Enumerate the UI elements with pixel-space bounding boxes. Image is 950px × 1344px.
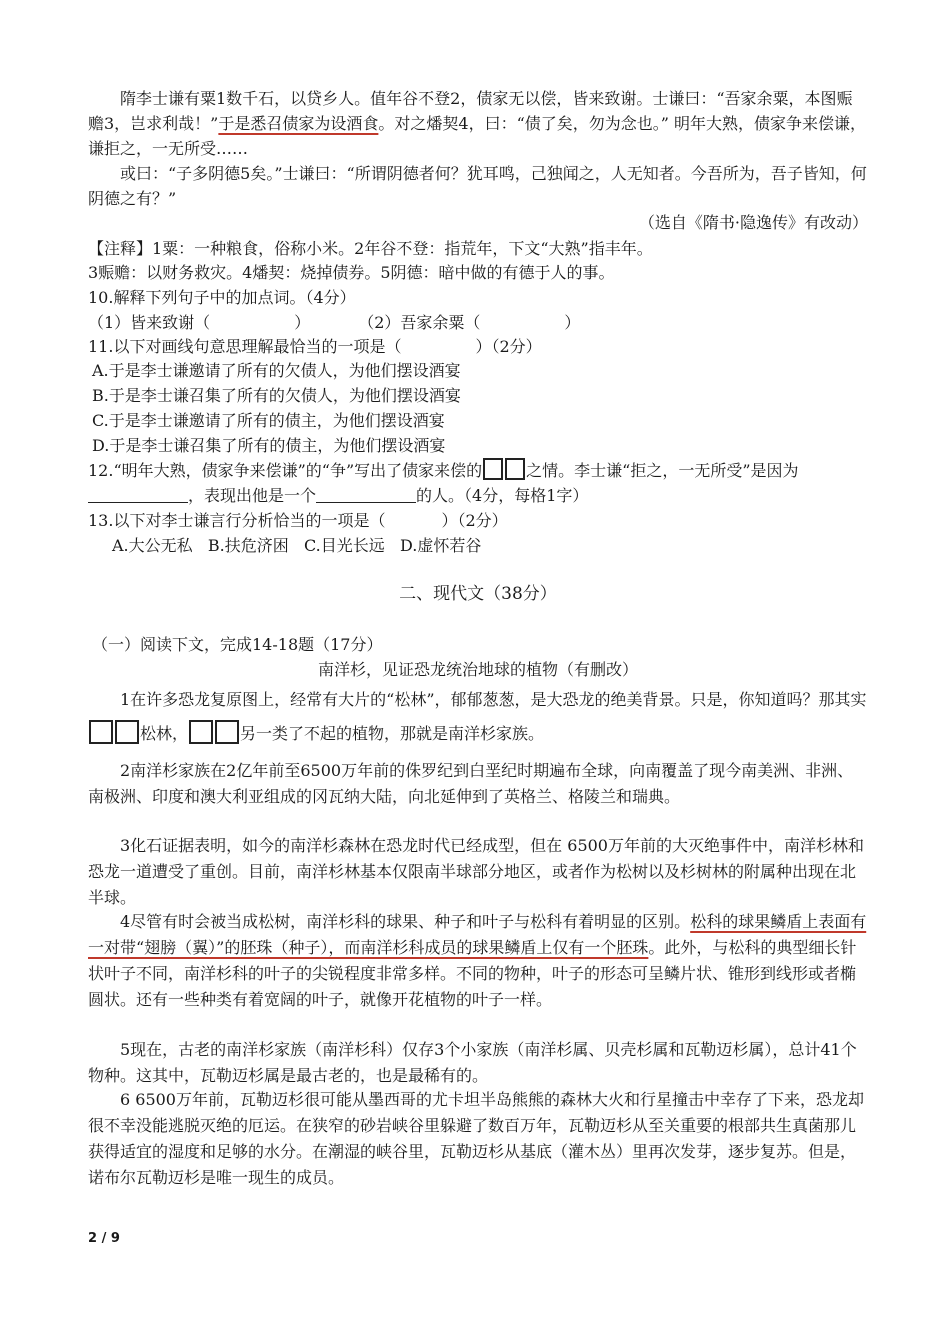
q13-options: A.大公无私 B.扶危济困 C.目光长远 D.虚怀若谷	[112, 536, 482, 555]
answer-box	[189, 720, 213, 744]
q11-option-a: A.于是李士谦邀请了所有的欠债人，为他们摆设酒宴	[92, 361, 461, 380]
answer-blank	[316, 484, 416, 503]
text: 之情。李士谦“拒之，一无所受”是因为	[526, 461, 799, 480]
underlined-sentence: 松科的球果鳞盾上表面有一对带“翅膀（翼）”的胚珠（种子），而南洋杉科成员的球果鳞盾上仅有一个胚珠	[88, 912, 867, 957]
text: ，表现出他是一个	[188, 486, 317, 505]
reading-intro: （一）阅读下文，完成14-18题（17分）	[92, 635, 383, 654]
q11-option-d: D.于是李士谦召集了所有的债主，为他们摆设酒宴	[92, 436, 446, 455]
bracket: ）	[564, 313, 581, 332]
answer-box	[89, 720, 113, 744]
article-paragraph-5: 5现在，古老的南洋杉家族（南洋杉科）仅存3个小家族（南洋杉属、贝壳杉属和瓦勒迈杉属），总计41个物种。这其中，瓦勒迈杉属是最古老的，也是最稀有的。	[88, 1040, 857, 1085]
question-11	[88, 334, 868, 359]
q13-tail: ）（2分）	[441, 511, 508, 530]
text: 的人。（4分，每格1字）	[416, 486, 589, 505]
article-paragraph-1	[88, 683, 868, 751]
question-12	[88, 458, 868, 508]
underlined-sentence: 于是悉召债家为设酒食	[218, 114, 379, 133]
text: 松林，	[140, 724, 189, 743]
q11-text: 11.以下对画线句意思理解最恰当的一项是（	[88, 337, 402, 356]
q10-item-1: （1）皆来致谢（	[88, 313, 211, 332]
question-10: 10.解释下列句子中的加点词。（4分）	[88, 288, 356, 307]
text: 4尽管有时会被当成松树，南洋杉科的球果、种子和叶子与松科有着明显的区别。	[120, 912, 691, 931]
notes-line-2: 3赈赡：以财务救灾。4燔契：烧掉债券。5阴德：暗中做的有德于人的事。	[88, 263, 615, 282]
section-title: 二、现代文（38分）	[399, 584, 557, 604]
q11-tail: ）（2分）	[475, 337, 542, 356]
bracket: ）	[294, 313, 311, 332]
text: 。此外，与松科的典型细长针状叶子不同，南洋杉科的叶子的尖锐程度非常多样。不同的物种，叶子的形态可呈鳞片状、锥形到线形或者椭圆状。还有一些种类有着宽阔的叶子，就像开花植物的叶子一样。	[88, 938, 857, 1009]
source-note: （选自《隋书·隐逸传》有改动）	[638, 213, 868, 232]
text: 隋李士谦有粟1数千石，以贷乡人。值年谷不登2，债家无以偿，皆来致谢。士谦曰：“吾家余粟，本图赈赡3，岂求利哉！”	[88, 89, 853, 133]
question-10-items	[88, 310, 868, 335]
question-13	[88, 508, 868, 533]
classical-paragraph-2: 或曰：“子多阴德5矣。”士谦曰：“所谓阴德者何？犹耳鸣，己独闻之，人无知者。今吾所为，吾子皆知，何阴德之有？”	[88, 164, 867, 208]
q11-option-c: C.于是李士谦邀请了所有的债主，为他们摆设酒宴	[92, 411, 445, 430]
article-paragraph-4	[88, 909, 868, 1013]
page-number: 2 / 9	[88, 1231, 120, 1246]
answer-blank	[88, 484, 188, 503]
article-paragraph-6: 6 6500万年前，瓦勒迈杉很可能从墨西哥的尤卡坦半岛熊熊的森林大火和行星撞击中幸存了下来，恐龙却很不幸没能逃脱灭绝的厄运。在狭窄的砂岩峡谷里躲避了数百万年，瓦勒迈杉从至关重要的根部共生真菌那儿获得适宜的湿度和足够的水分。在潮湿的峡谷里，瓦勒迈杉从基底（灌木丛）里再次发芽，逐步复苏。但是，诺布尔瓦勒迈杉是唯一现生的成员。	[88, 1090, 864, 1187]
classical-paragraph-1	[88, 86, 868, 161]
answer-box	[505, 458, 525, 480]
q10-item-2: （2）吾家余粟（	[358, 313, 481, 332]
article-paragraph-2: 2南洋杉家族在2亿年前至6500万年前的侏罗纪到白垩纪时期遍布全球，向南覆盖了现今南美洲、非洲、南极洲、印度和澳大利亚组成的冈瓦纳大陆，向北延伸到了英格兰、格陵兰和瑞典。	[88, 761, 854, 806]
q11-option-b: B.于是李士谦召集了所有的欠债人，为他们摆设酒宴	[92, 386, 461, 405]
text: 12.“明年大熟，债家争来偿谦”的“争”写出了债家来偿的	[88, 461, 483, 480]
text: 另一类了不起的植物，那就是南洋杉家族。	[240, 724, 545, 743]
article-title: 南洋杉，见证恐龙统治地球的植物（有删改）	[317, 660, 638, 679]
answer-box	[483, 458, 503, 480]
notes-line-1: 【注释】1粟：一种粮食，俗称小米。2年谷不登：指荒年，下文“大熟”指丰年。	[88, 239, 653, 258]
text: 。对之燔契4，曰：“债了矣，勿为念也。” 明年大熟，债家争来偿谦，谦拒之，一无所受……	[88, 114, 867, 158]
answer-box	[215, 720, 239, 744]
text: 1在许多恐龙复原图上，经常有大片的“松林”，郁郁葱葱，是大恐龙的绝美背景。只是，你知道吗？那其实	[120, 690, 867, 709]
q13-text: 13.以下对李士谦言行分析恰当的一项是（	[88, 511, 386, 530]
article-paragraph-3: 3化石证据表明，如今的南洋杉森林在恐龙时代已经成型，但在 6500万年前的大灭绝事件中，南洋杉林和恐龙一道遭受了重创。目前，南洋杉林基本仅限南半球部分地区，或者作为松树以及杉树林的附属种出现在北半球。	[88, 836, 864, 907]
answer-box	[115, 720, 139, 744]
